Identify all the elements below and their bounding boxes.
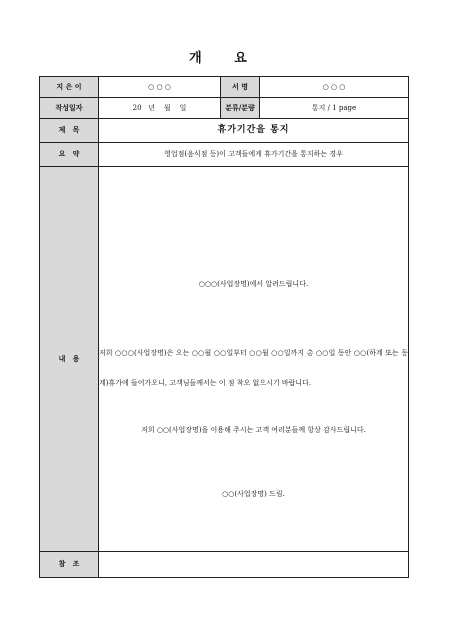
reference-row (40, 552, 409, 578)
content-paragraph-3: 저희 ○○(사업장명)을 이용해 주시는 고객 여러분들께 항상 감사드립니다. (141, 425, 366, 434)
subject-value (99, 119, 409, 143)
content-paragraph-1: ○○○(사업장명)에서 알려드립니다. (198, 280, 309, 289)
content-body (99, 167, 409, 552)
subject-label: 제 목 (40, 119, 99, 143)
signature-value: ○ ○ ○ (260, 77, 409, 98)
author-label: 지 은 이 (40, 77, 99, 98)
summary-label: 요 약 (40, 143, 99, 167)
summary-table (39, 76, 409, 578)
summary-value: 영업점(음식점 등)이 고객들에게 휴가기간을 통지하는 경우 (99, 143, 409, 167)
date-row (40, 98, 409, 119)
signature-label: 서 명 (221, 77, 260, 98)
category-label: 분류/분량 (221, 98, 260, 119)
reference-value (99, 552, 409, 578)
author-row (40, 77, 409, 98)
content-label: 내 용 (40, 167, 99, 552)
subject-row (40, 119, 409, 143)
reference-label: 참 조 (40, 552, 99, 578)
summary-row (40, 143, 409, 167)
date-value: 20 년 월 일 (99, 98, 221, 119)
content-paragraph-4: ○○(사업장명) 드림. (222, 490, 285, 499)
content-row (40, 167, 409, 552)
category-value: 통지 / 1 page (260, 98, 409, 119)
subject-text: 휴가기간을 통지 (217, 125, 290, 136)
page-title: 개 요 (189, 51, 261, 66)
author-value: ○ ○ ○ (99, 77, 221, 98)
date-label: 작성일자 (40, 98, 99, 119)
content-paragraph-2: 저희 ○○○(사업장명)은 오는 ○○월 ○○일부터 ○○월 ○○일까지 총 ○○일 동안 ○○(하계 또는 동계)휴가에 들어가오니, 고객님들께서는 이 점 착오 없으시기 바랍니다. (99, 348, 408, 387)
